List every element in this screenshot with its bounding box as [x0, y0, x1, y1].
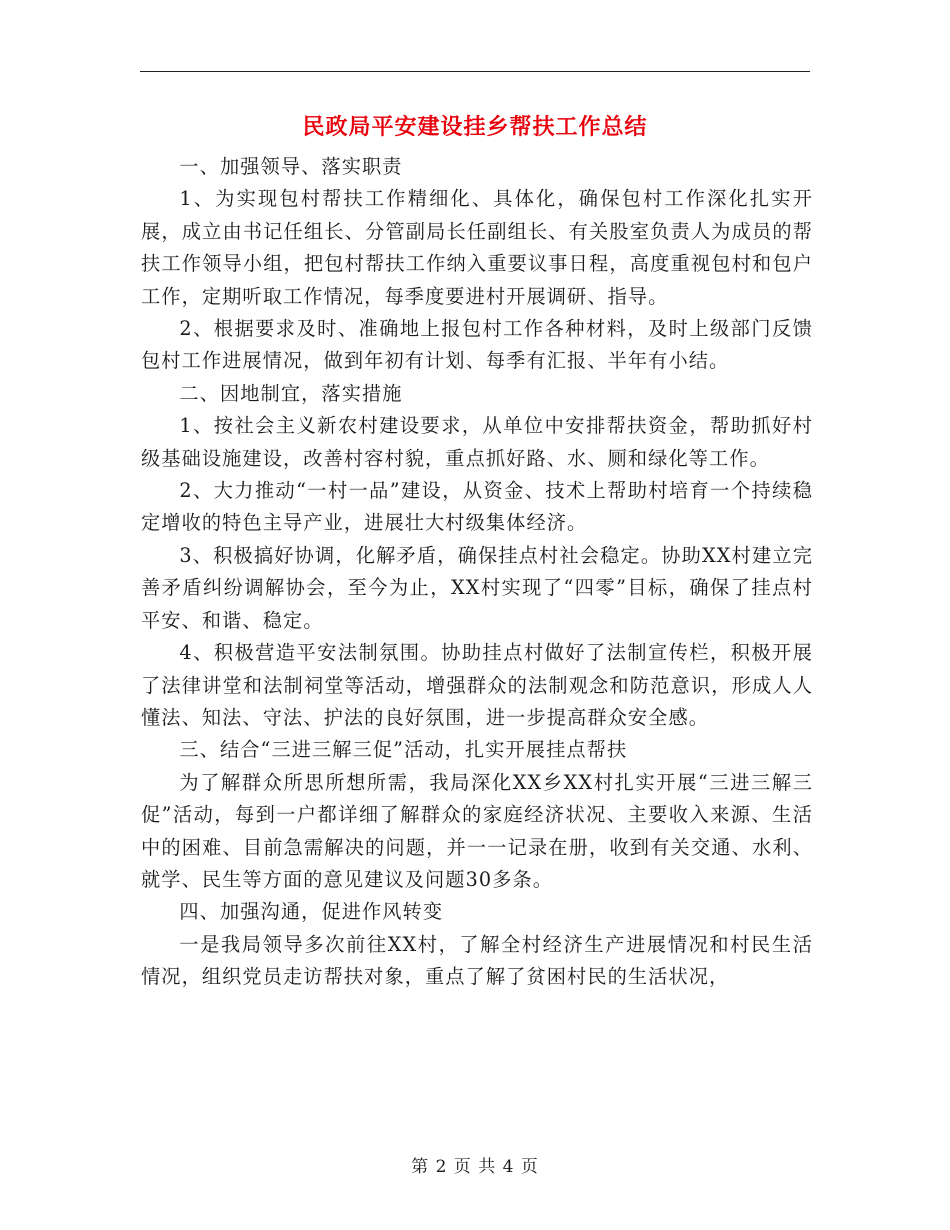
paragraph: 1、为实现包村帮扶工作精细化、具体化，确保包村工作深化扎实开展，成立由书记任组长、分管副局长任副组长、有关股室负责人为成员的帮扶工作领导小组，把包村帮扶工作纳入重要议事日程，高度重视包村和包户工作，定期听取工作情况，每季度要进村开展调研、指导。	[141, 187, 813, 308]
header-rule	[140, 71, 810, 72]
paragraph: 为了解群众所思所想所需，我局深化XX乡XX村扎实开展“三进三解三促”活动，每到一户都详细了解群众的家庭经济状况、主要收入来源、生活中的困难、目前急需解决的问题，并一一记录在册，收到有关交通、水利、就学、民生等方面的意见建议及问题30多条。	[141, 770, 813, 891]
paragraph: 1、按社会主义新农村建设要求，从单位中安排帮扶资金，帮助抓好村级基础设施建设，改善村容村貌，重点抓好路、水、厕和绿化等工作。	[141, 414, 813, 470]
page-number-footer: 第 2 页 共 4 页	[411, 1157, 539, 1177]
section-heading-4: 四、加强沟通，促进作风转变	[179, 900, 444, 924]
section-heading-1: 一、加强领导、落实职责	[179, 155, 403, 178]
document-title: 民政局平安建设挂乡帮扶工作总结	[302, 114, 648, 140]
paragraph: 3、积极搞好协调，化解矛盾，确保挂点村社会稳定。协助XX村建立完善矛盾纠纷调解协会，至今为止，XX村实现了“四零”目标，确保了挂点村平安、和谐、稳定。	[141, 543, 813, 632]
paragraph: 2、根据要求及时、准确地上报包村工作各种材料，及时上级部门反馈包村工作进展情况，做到年初有计划、每季有汇报、半年有小结。	[141, 317, 813, 373]
section-heading-2: 二、因地制宜，落实措施	[179, 381, 403, 405]
paragraph: 一是我局领导多次前往XX村，了解全村经济生产进展情况和村民生活情况，组织党员走访帮扶对象，重点了解了贫困村民的生活状况，	[141, 932, 813, 989]
paragraph: 4、积极营造平安法制氛围。协助挂点村做好了法制宣传栏，积极开展了法律讲堂和法制祠堂等活动，增强群众的法制观念和防范意识，形成人人懂法、知法、守法、护法的良好氛围，进一步提高群众安全感。	[141, 641, 813, 729]
paragraph: 2、大力推动“一村一品”建设，从资金、技术上帮助村培育一个持续稳定增收的特色主导产业，进展壮大村级集体经济。	[141, 479, 813, 535]
section-heading-3: 三、结合“三进三解三促”活动，扎实开展挂点帮扶	[179, 738, 628, 762]
document-body	[141, 151, 813, 994]
